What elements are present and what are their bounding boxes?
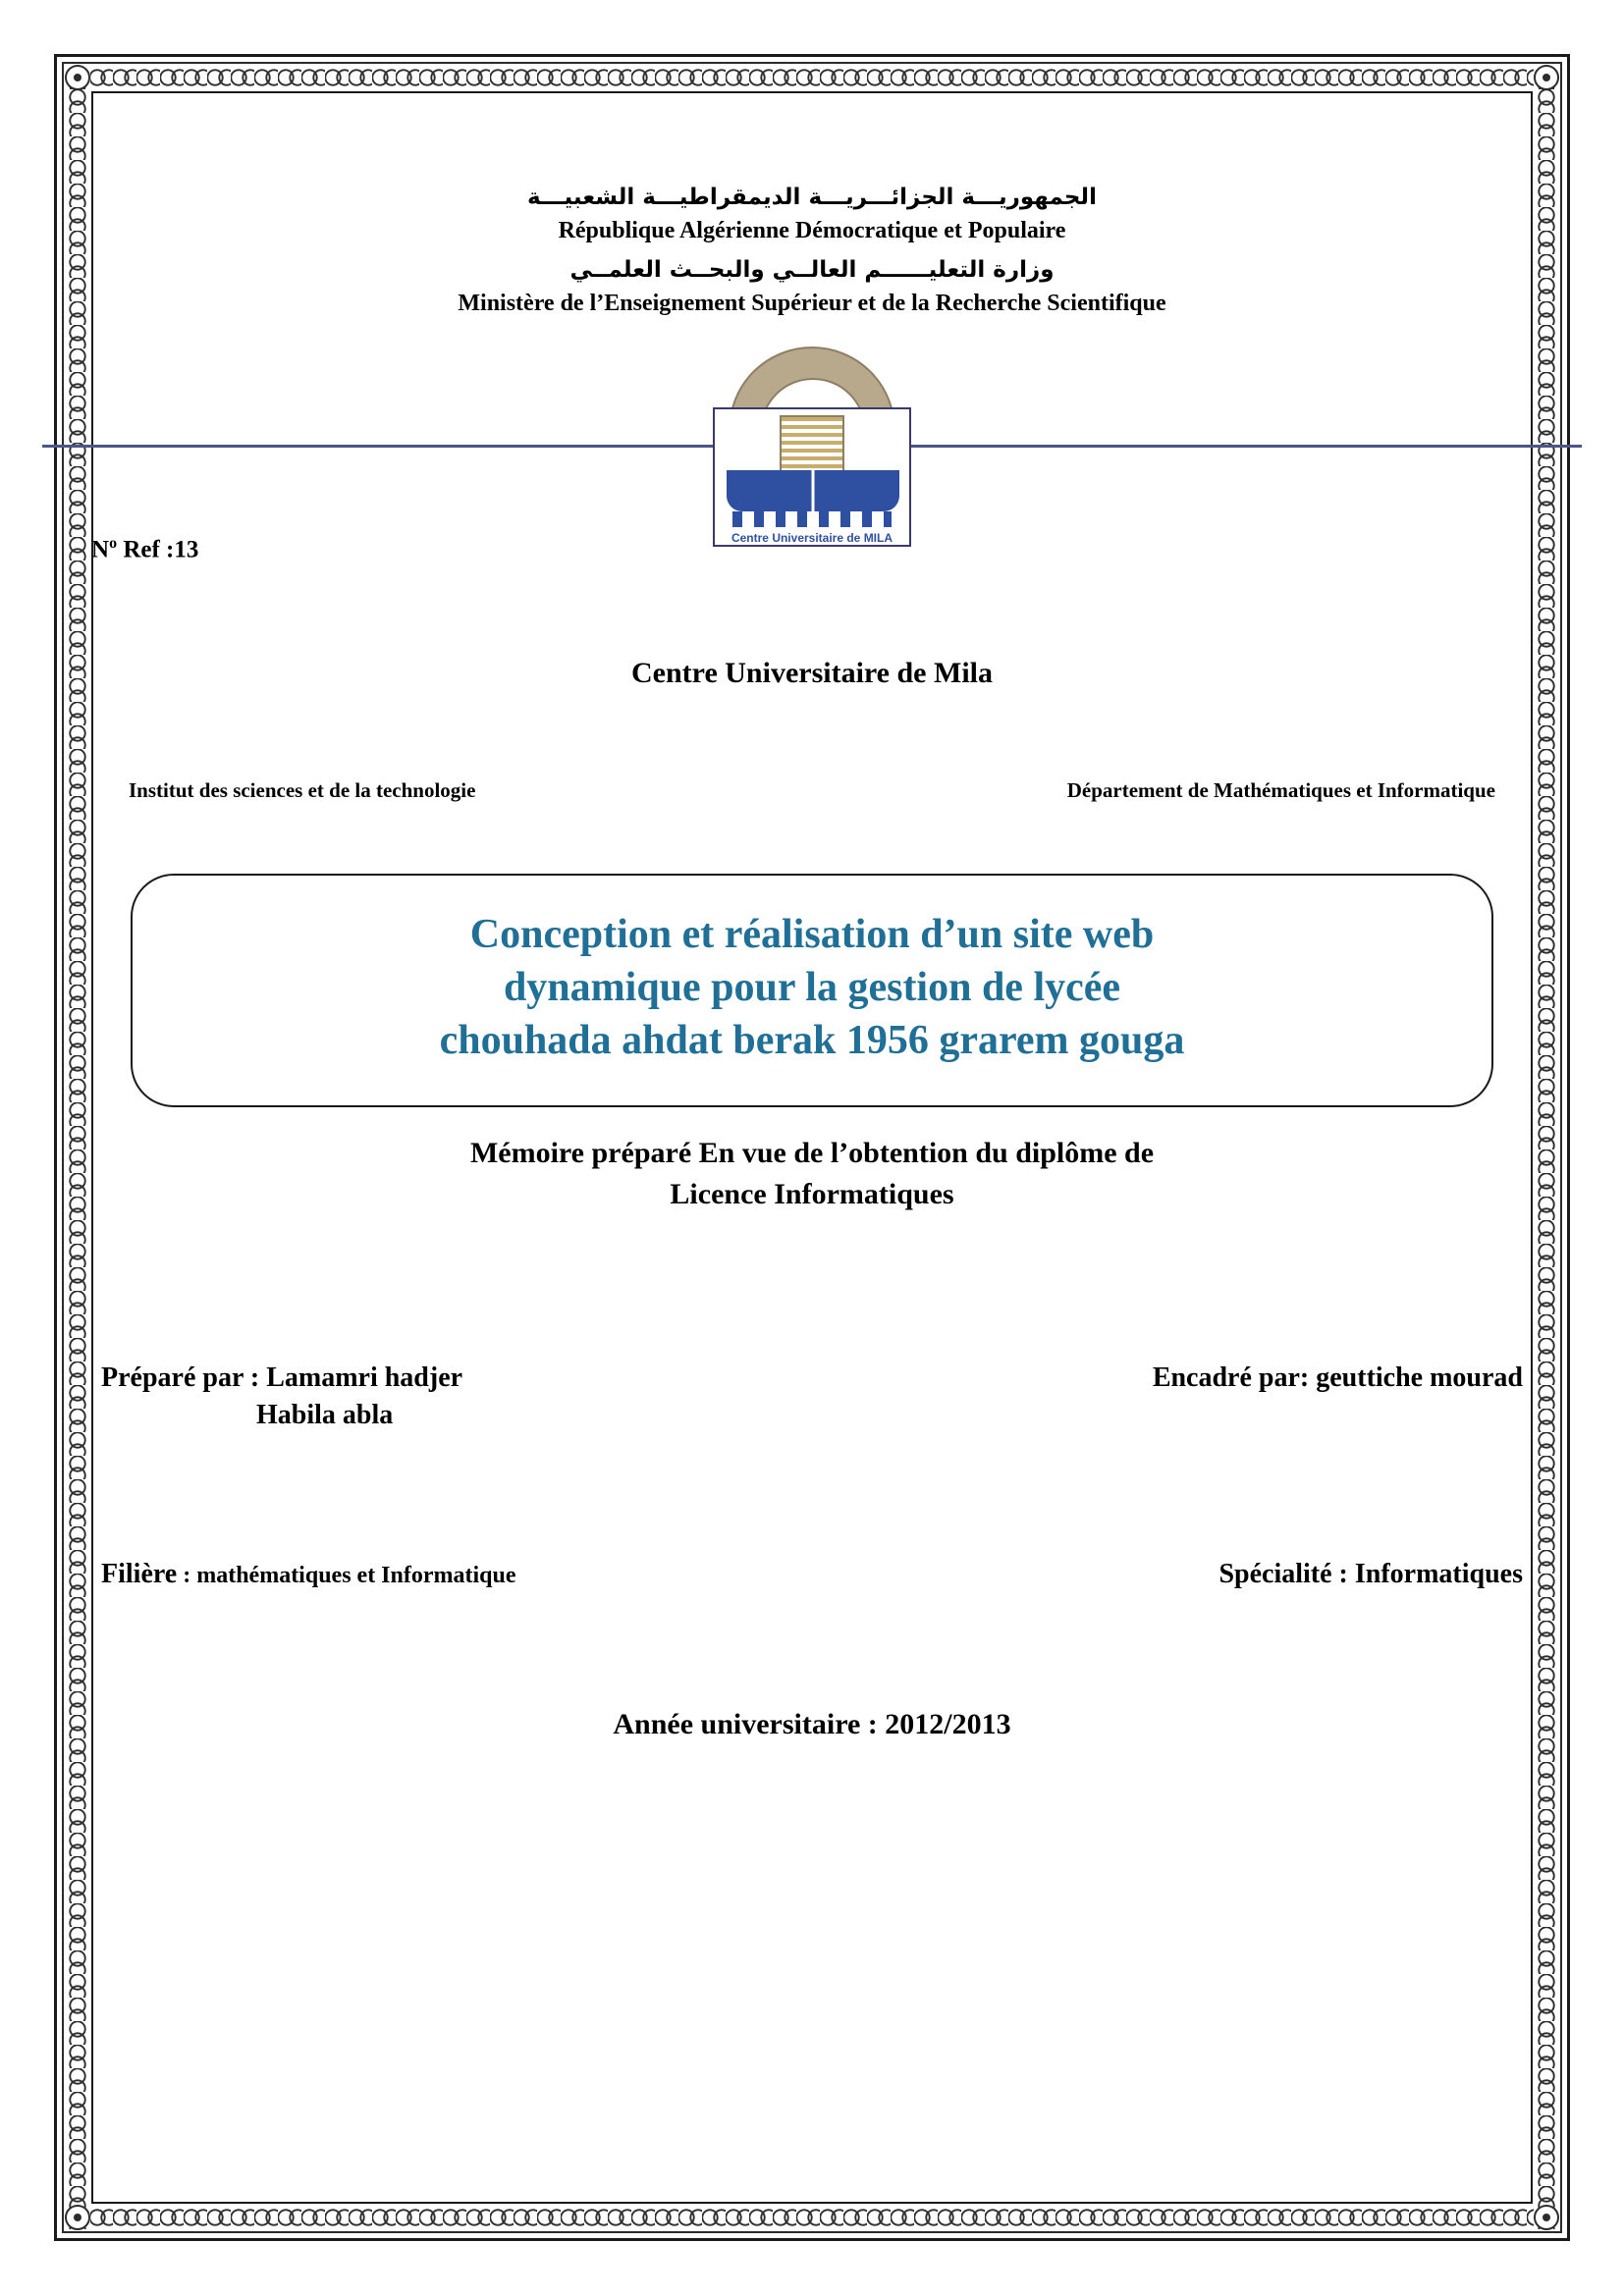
institute-name: Institut des sciences et de la technologie <box>129 778 476 803</box>
thesis-title-box <box>131 874 1493 1106</box>
diploma-line-1: Mémoire préparé En vue de l’obtention du diplôme de <box>469 1136 1155 1169</box>
reference-superscript: o <box>109 535 118 552</box>
authors-block <box>101 1362 462 1431</box>
diploma-line-2: Licence Informatiques <box>670 1177 954 1210</box>
border-braid-bottom <box>66 2205 1558 2230</box>
field-speciality-row <box>91 1559 1533 1590</box>
thesis-title-line-3: chouhada ahdat berak 1956 grarem gouga <box>439 1017 1185 1063</box>
field-value: : mathématiques et Informatique <box>177 1562 516 1588</box>
ministry-french: Ministère de l’Enseignement Supérieur et de la Recherche Scientifique <box>458 291 1166 317</box>
university-logo <box>703 347 921 572</box>
university-name: Centre Universitaire de Mila <box>631 657 993 690</box>
corner-ornament-bottom-left <box>65 2205 90 2230</box>
thesis-title-line-1: Conception et réalisation d’un site web <box>469 912 1155 958</box>
republic-french: République Algérienne Démocratique et Populaire <box>558 218 1066 244</box>
field-block <box>101 1559 516 1590</box>
reference-value: Ref :13 <box>117 536 199 563</box>
reference-prefix: N <box>91 536 110 563</box>
logo-tower-icon <box>780 415 844 476</box>
department-name: Département de Mathématiques et Informatique <box>1066 778 1495 803</box>
academic-year: Année universitaire : 2012/2013 <box>613 1707 1011 1740</box>
thesis-title-line-2: dynamique pour la gestion de lycée <box>503 965 1121 1011</box>
prepared-by-label: Préparé par : Lamamri hadjer <box>101 1362 463 1393</box>
border-braid-right <box>1534 66 1559 2229</box>
cover-page-content <box>91 91 1533 2204</box>
corner-ornament-top-right <box>1534 65 1559 90</box>
logo-emblem-box <box>713 407 911 547</box>
field-label: Filière <box>101 1558 178 1589</box>
corner-ornament-top-left <box>65 65 90 90</box>
logo-pillars-icon <box>732 511 892 527</box>
logo-and-rule <box>91 347 1533 602</box>
border-braid-left <box>65 66 90 2229</box>
institute-department-row <box>91 778 1533 803</box>
logo-book-icon <box>727 470 899 511</box>
reference-number <box>91 535 198 563</box>
second-author-name: Habila abla <box>256 1399 394 1430</box>
supervisor-block: Encadré par: geuttiche mourad <box>1152 1362 1523 1393</box>
speciality-block: Spécialité : Informatiques <box>1218 1558 1523 1589</box>
diploma-statement <box>91 1133 1533 1215</box>
ministry-arabic: وزارة التعليــــــم العالــي والبحــث العلمــي <box>569 257 1055 284</box>
republic-arabic: الجمهوريـــة الجزائـــريـــة الديمقراطيـــة الشعبيـــة <box>527 185 1097 210</box>
logo-caption: Centre Universitaire de MILA <box>731 531 893 546</box>
institution-header <box>91 182 1533 321</box>
border-braid-top <box>66 65 1558 90</box>
authors-supervisor-row <box>91 1362 1533 1431</box>
corner-ornament-bottom-right <box>1534 2205 1559 2230</box>
